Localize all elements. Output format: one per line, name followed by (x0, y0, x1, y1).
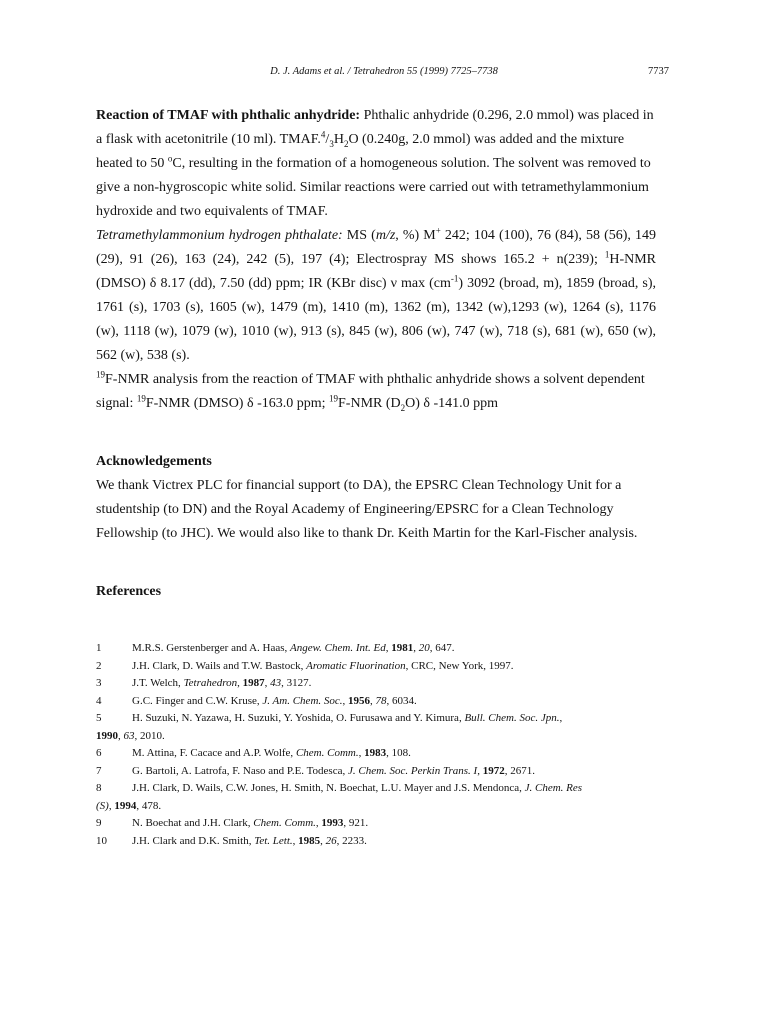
reference-volume: 63 (123, 729, 135, 742)
reference-text (132, 640, 656, 658)
reference-list (96, 640, 656, 850)
reference-year: 1987 (242, 677, 265, 689)
reference-authors: G.C. Finger and C.W. Kruse, (132, 694, 263, 707)
product-name: Tetramethylammonium hydrogen phthalate: (96, 228, 343, 243)
reference-pages: , 478. (136, 799, 162, 812)
reaction-text: C, resulting in the formation of a homogeneous solution. The solvent was removed to give a non-hygroscopic white solid. Similar reactions were carried out with tetramethylammonium hydroxide and two equivalents of TMAF. (96, 156, 651, 219)
mz-label: m/z (375, 228, 396, 243)
reference-separator: , 108. (386, 747, 411, 759)
reference-separator: , (292, 834, 299, 847)
fnmr-text: F-NMR analysis from the reaction of TMAF with phthalic anhydride shows a solvent dependent signal: (96, 372, 645, 411)
superscript: 19 (136, 393, 146, 404)
reference-number: 5 (96, 712, 102, 724)
reference-authors: J.H. Clark, D. Wails and T.W. Bastock, (132, 659, 307, 672)
fnmr-paragraph (96, 368, 656, 416)
product-text: , %) M (395, 228, 436, 243)
reference-item (96, 640, 656, 658)
running-head-citation: D. J. Adams et al. / Tetrahedron 55 (1999) 7725–7738 (270, 66, 498, 77)
references-heading: References (96, 584, 162, 599)
reference-authors: J.T. Welch, (132, 677, 184, 689)
superscript: -1 (450, 273, 459, 284)
reference-journal: J. Chem. Soc. Perkin Trans. I (347, 764, 478, 777)
superscript: 19 (329, 393, 339, 404)
reference-text (132, 833, 656, 851)
reference-journal: Chem. Comm. (295, 747, 359, 759)
reference-separator: , (237, 677, 243, 689)
reference-year: 1983 (364, 747, 387, 759)
reference-journal: Tet. Lett. (254, 834, 293, 847)
reference-separator: , (413, 642, 419, 654)
reference-text (132, 815, 656, 833)
reference-separator: , CRC, New York, 1997. (405, 659, 514, 672)
reference-authors: M. Attina, F. Cacace and A.P. Wolfe, (132, 747, 296, 759)
reference-item (96, 710, 656, 728)
reference-item (96, 675, 656, 693)
reference-item (96, 833, 656, 851)
reference-authors: J.H. Clark, D. Wails, C.W. Jones, H. Smith, N. Boechat, L.U. Mayer and J.S. Mendonca, (132, 782, 525, 794)
reference-journal: (S) (96, 799, 109, 812)
fnmr-text: F-NMR (DMSO) δ -163.0 ppm; (145, 396, 330, 411)
reaction-paragraph: Reaction of TMAF with phthalic anhydride: Phthalic anhydride (0.296, 2.0 mmol) was placed in a flask with acetonitrile (10 ml). $TMAF.^4/_3H_2O$ (0.240g, 2.0 mmol) was added and the mixture heated to 50 $^o$C, resulting in the formation of a homogeneous solution. The solvent was removed to give a non-hygroscopic white solid. Similar reactions were carried out with tetramethylammonium hydroxide and two equivalents of TMAF. (96, 108, 654, 219)
reference-separator: , 921. (343, 817, 369, 829)
reference-authors: H. Suzuki, N. Yazawa, H. Suzuki, Y. Yoshida, O. Furusawa and Y. Kimura, (132, 712, 465, 724)
reference-text (132, 693, 656, 711)
fnmr-text: O) δ -141.0 ppm (405, 396, 499, 411)
fnmr-text: F-NMR (D (338, 396, 401, 411)
reaction-text: H (333, 132, 344, 147)
product-text: H-NMR (DMSO) δ 8.17 (dd), 7.50 (dd) ppm; IR (KBr disc) ν max (cm (96, 252, 656, 291)
reference-pages: , 3127. (281, 677, 312, 689)
reference-separator: , (342, 694, 349, 707)
reference-pages: , 2010. (134, 729, 165, 742)
reference-number: 9 (96, 817, 102, 829)
reference-number: 2 (96, 659, 102, 672)
degree-symbol: o (167, 153, 173, 164)
reference-text (132, 780, 656, 798)
reference-year: 1993 (321, 817, 344, 829)
reference-authors: G. Bartoli, A. Latrofa, F. Naso and P.E. Todesca, (132, 764, 348, 777)
reference-authors: J.H. Clark and D.K. Smith, (132, 834, 255, 847)
reaction-text: O (0.240g, 2.0 mmol) was added and the mixture heated to 50 (96, 132, 625, 171)
reference-number: 8 (96, 782, 102, 794)
product-text: ) 3092 (broad, m), 1859 (broad, s), 1761 (s), 1703 (s), 1605 (w), 1479 (m), 1410 (m), 1362 (m), 1342 (w),1293 (w), 1264 (s), 1176 (w), 1118 (w), 1079 (w), 1010 (w), 913 (s), 845 (w), 806 (w), 747 (w), 718 (s), 681 (w), 650 (w), 562 (w), 538 (s). (96, 276, 656, 363)
superscript: 1 (604, 249, 610, 260)
reference-journal: Tetrahedron (183, 677, 238, 689)
reference-separator: , (370, 694, 376, 707)
product-text: 242; 104 (100), 76 (84), 58 (56), 149 (29), 91 (26), 163 (24), 242 (5), 197 (4); Electrospray MS shows 165.2 + n(239); (96, 228, 656, 267)
reference-year: 1985 (298, 834, 321, 847)
reference-number: 10 (96, 834, 107, 847)
reference-item (96, 763, 656, 781)
reference-text (132, 763, 656, 781)
reference-volume: 78 (375, 694, 387, 707)
reference-item (96, 780, 656, 798)
page-number: 7737 (648, 66, 669, 77)
reference-separator: , (358, 747, 365, 759)
reference-number: 4 (96, 694, 102, 707)
reference-number: 7 (96, 764, 102, 777)
reaction-text: Phthalic anhydride (0.296, 2.0 mmol) was placed in a flask with acetonitrile (10 ml). TMAF. (96, 108, 654, 147)
main-content (96, 104, 656, 604)
reference-number: 1 (96, 642, 102, 654)
reference-volume: 20 (418, 642, 430, 654)
subscript: 2 (343, 138, 349, 149)
reference-journal: Aromatic Fluorination (306, 659, 406, 672)
reference-separator: , (559, 712, 563, 724)
reference-item (96, 658, 656, 676)
subscript: 2 (400, 402, 406, 413)
reference-text (132, 675, 656, 693)
fraction-numerator: 4 (320, 129, 326, 140)
reference-separator: , 2671. (504, 764, 535, 777)
reference-separator: , (108, 799, 115, 812)
reference-year: 1972 (482, 764, 505, 777)
reference-journal: Bull. Chem. Soc. Jpn. (464, 712, 560, 724)
reference-text (132, 710, 656, 728)
reference-journal: Chem. Comm. (253, 817, 316, 829)
reference-item (96, 745, 656, 763)
reference-separator: , (477, 764, 483, 777)
reference-separator: , (315, 817, 322, 829)
reference-year: 1994 (114, 799, 137, 812)
reference-pages: , 2233. (336, 834, 367, 847)
reference-continuation (96, 728, 656, 746)
acknowledgements-text: We thank Victrex PLC for financial support (to DA), the EPSRC Clean Technology Unit for a studentship (to DN) and the Royal Academy of Engineering/EPSRC for a Clean Technology Fellowship (to JHC). We would also like to thank Dr. Keith Martin for the Karl-Fischer analysis. (96, 478, 638, 541)
reference-continuation (96, 798, 656, 816)
reference-journal: J. Am. Chem. Soc. (262, 694, 343, 707)
reference-item (96, 815, 656, 833)
reference-journal: Angew. Chem. Int. Ed (290, 642, 386, 654)
reference-year: 1981 (391, 642, 414, 654)
running-head (0, 66, 768, 82)
reference-volume: 43 (270, 677, 282, 689)
product-text: MS ( (342, 228, 376, 243)
reference-separator: , (385, 642, 392, 654)
reference-authors: M.R.S. Gerstenberger and A. Haas, (132, 642, 291, 654)
reference-authors: N. Boechat and J.H. Clark, (132, 817, 254, 829)
reference-item (96, 693, 656, 711)
reference-text (132, 745, 656, 763)
fraction-denominator: 3 (329, 138, 334, 149)
reference-number: 3 (96, 677, 102, 689)
reference-journal: J. Chem. Res (524, 782, 583, 794)
reference-year: 1990 (96, 729, 118, 742)
reference-separator: , (118, 729, 124, 742)
product-paragraph (96, 224, 656, 368)
reaction-heading: Reaction of TMAF with phthalic anhydride: (96, 108, 361, 123)
superscript: 19 (96, 369, 105, 380)
reference-number: 6 (96, 747, 102, 759)
reference-pages: , 6034. (386, 694, 417, 707)
reference-separator: , (320, 834, 326, 847)
reference-text (132, 658, 656, 676)
superscript: + (435, 225, 441, 236)
reference-year: 1956 (348, 694, 371, 707)
reference-separator: , (264, 677, 271, 689)
reference-volume: 26 (325, 834, 337, 847)
reference-pages: , 647. (429, 642, 455, 654)
acknowledgements-heading: Acknowledgements (96, 454, 212, 469)
